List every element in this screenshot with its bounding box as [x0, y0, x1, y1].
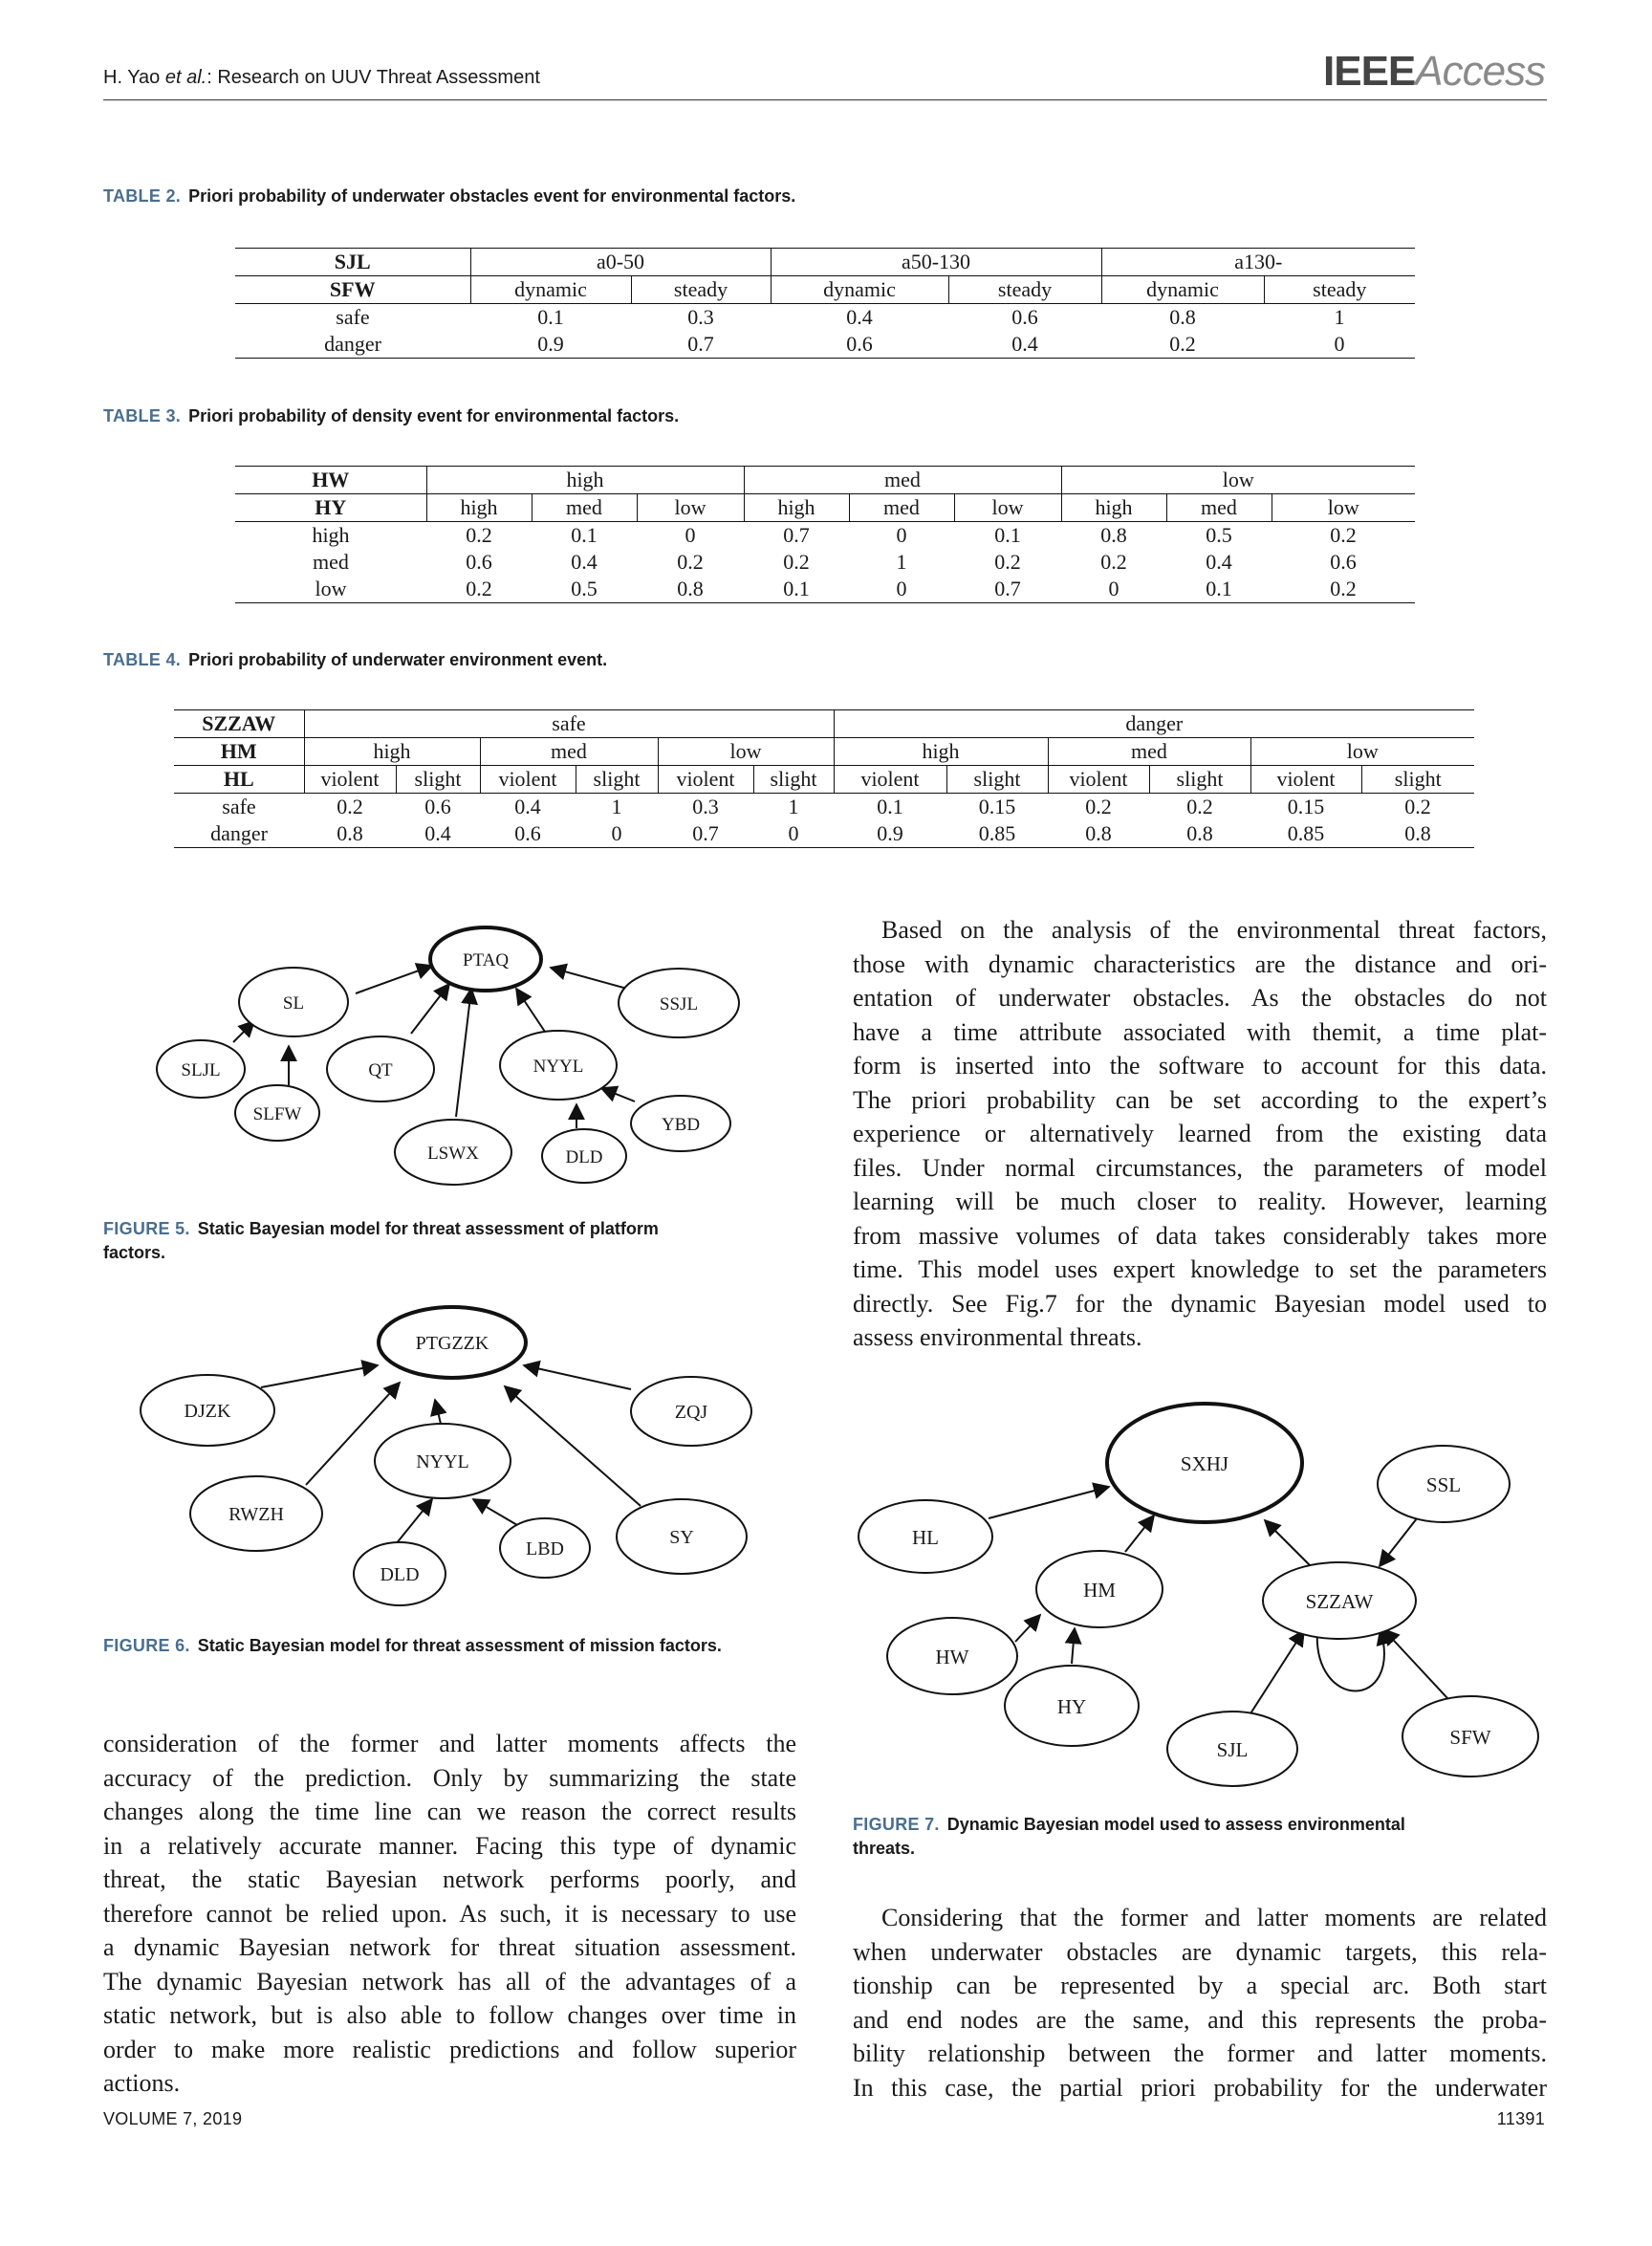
table-cell: low [1272, 494, 1415, 522]
text-line: In this case, the partial priori probability for the underwater [853, 2073, 1547, 2102]
figure7-caption [853, 1813, 1547, 1861]
table-cell: 0 [753, 820, 834, 848]
edge-sjl-szzaw [1246, 1630, 1304, 1721]
table-cell: med [1166, 494, 1272, 522]
table-cell: violent [658, 766, 753, 794]
table-cell: steady [631, 276, 771, 304]
text-line: assess environmental threats. [853, 1323, 1142, 1351]
text-line: Based on the analysis of the environmental threat factors, [881, 916, 1547, 944]
table-cell: 0.6 [1330, 550, 1357, 574]
table-cell: HY [235, 494, 426, 522]
footer-page-number: 11391 [1496, 2109, 1545, 2128]
table-cell: safe [235, 304, 470, 332]
text-line: changes along the time line can we reason the correct results [103, 1798, 796, 1825]
text-line: actions. [103, 2069, 181, 2097]
table-cell: low [658, 738, 834, 766]
label-ssl: SSL [1425, 1473, 1462, 1496]
table-cell: 0.2 [994, 550, 1021, 574]
table-cell: 0.8 [1361, 820, 1474, 848]
label-nyyl: NYYL [533, 1057, 584, 1077]
text-line: accuracy of the prediction. Only by summarizing the state [103, 1763, 796, 1792]
header-etal: et al. [164, 67, 207, 88]
label-dld: DLD [565, 1147, 603, 1167]
table-cell: 1 [576, 794, 658, 821]
figure5-label: FIGURE 5. [103, 1219, 190, 1238]
table-cell: 0 [849, 522, 954, 550]
table-cell: slight [1149, 766, 1250, 794]
table-cell: 0.85 [946, 820, 1048, 848]
table-cell: 0.15 [946, 794, 1048, 821]
text-line: The priori probability can be set according to the expert’s [853, 1085, 1547, 1114]
table-cell: 0.6 [396, 794, 480, 821]
table-cell: 0.7 [744, 522, 849, 550]
table-cell: high [744, 494, 849, 522]
paragraph-left-bottom [103, 1727, 796, 2101]
label-sl: SL [282, 993, 305, 1014]
label-hw: HW [935, 1646, 969, 1668]
table-cell: 0.8 [637, 576, 744, 603]
label-nyyl: NYYL [416, 1451, 469, 1472]
text-line: form is inserted into the software to account for this data. [853, 1052, 1547, 1079]
table-cell: slight [396, 766, 480, 794]
table-cell: 0.9 [834, 820, 946, 848]
label-ybd: YBD [661, 1115, 701, 1135]
edge-szzaw-sxhj [1265, 1520, 1313, 1568]
table-cell: violent [834, 766, 946, 794]
figure7-label: FIGURE 7. [853, 1815, 940, 1834]
table-cell: 0 [576, 820, 658, 848]
table-cell: 0.2 [1048, 794, 1149, 821]
table-cell: 0.2 [1272, 522, 1415, 550]
table-cell: 0.2 [1272, 576, 1415, 603]
label-hy: HY [1056, 1695, 1087, 1718]
table4-label: TABLE 4. [103, 650, 182, 669]
text-line: from massive volumes of data takes considerably takes more [853, 1221, 1547, 1250]
table-cell: 0.2 [1149, 794, 1250, 821]
label-hm: HM [1083, 1579, 1116, 1602]
label-sljl: SLJL [181, 1060, 221, 1080]
label-sxhj: SXHJ [1180, 1452, 1229, 1475]
label-lbd: LBD [526, 1538, 564, 1559]
table3-label: TABLE 3. [103, 406, 182, 425]
table-cell: med [744, 467, 1061, 494]
text-line: when underwater obstacles are dynamic targets, this rela- [853, 1937, 1547, 1966]
label-slfw: SLFW [252, 1104, 302, 1124]
text-line: threat, the static Bayesian network performs poorly, and [103, 1865, 796, 1893]
text-line: Considering that the former and latter moments are related [881, 1904, 1547, 1931]
text-line: entation of underwater obstacles. As the obstacles do not [853, 984, 1547, 1012]
table-cell: low [1061, 467, 1415, 494]
table-cell: 0.7 [631, 331, 771, 359]
table2-caption-text: Priori probability of underwater obstacles event for environmental factors. [188, 186, 796, 206]
table-cell: 0.6 [480, 820, 576, 848]
text-line: bility relationship between the former and latter moments. [853, 2039, 1547, 2067]
table-cell: 0.2 [304, 794, 396, 821]
header-title: : Research on UUV Threat Assessment [206, 67, 540, 88]
table-cell: high [1061, 494, 1166, 522]
footer-volume: VOLUME 7, 2019 [103, 2109, 243, 2128]
table-cell: steady [1264, 276, 1415, 304]
table-cell: 0.1 [1166, 576, 1272, 603]
table-cell: 0.5 [532, 576, 637, 603]
table-cell: 0.85 [1250, 820, 1361, 848]
label-qt: QT [368, 1060, 393, 1080]
table-cell: high [834, 738, 1048, 766]
table-cell: a0-50 [470, 249, 771, 276]
table-cell: high [235, 522, 426, 550]
figure6-label: FIGURE 6. [103, 1636, 190, 1655]
table-cell: 0.1 [834, 794, 946, 821]
label-ssjl: SSJL [659, 994, 699, 1014]
table-cell: 0.4 [571, 550, 598, 574]
table-cell: violent [1250, 766, 1361, 794]
table-cell: high [426, 467, 744, 494]
table-cell: dynamic [771, 276, 948, 304]
table-cell: 0.1 [744, 576, 849, 603]
table-cell: 0.2 [426, 576, 532, 603]
table-cell: 0.4 [948, 331, 1101, 359]
figure7-caption-line2: threats. [853, 1839, 916, 1858]
label-djzk: DJZK [184, 1401, 231, 1422]
table-cell: 0.2 [1361, 794, 1474, 821]
edge-hm-sxhj [1125, 1516, 1154, 1552]
table-cell: 0.8 [1149, 820, 1250, 848]
table-cell: med [313, 550, 349, 574]
table-cell: med [532, 494, 637, 522]
table-cell: 0 [1061, 576, 1166, 603]
text-line: learning will be much closer to reality. However, learning [853, 1188, 1547, 1215]
label-szzaw: SZZAW [1305, 1590, 1374, 1613]
text-line: a dynamic Bayesian network for threat situation assessment. [103, 1933, 796, 1961]
table-cell: high [426, 494, 532, 522]
table-cell: 0.2 [1100, 550, 1127, 574]
table-cell: high [304, 738, 480, 766]
table-cell: 0.15 [1250, 794, 1361, 821]
text-line: The dynamic Bayesian network has all of the advantages of a [103, 1967, 796, 1995]
table-cell: 0 [1264, 331, 1415, 359]
table-cell: safe [174, 794, 304, 821]
table-cell: 0.8 [304, 820, 396, 848]
table-cell: 0.3 [658, 794, 753, 821]
table-cell: 0.3 [631, 304, 771, 332]
text-line: experience or alternatively learned from the existing data [853, 1120, 1547, 1147]
table-cell: 0.4 [396, 820, 480, 848]
label-sjl: SJL [1216, 1738, 1249, 1761]
table-cell: safe [304, 710, 834, 738]
table-cell: med [849, 494, 954, 522]
header-authors: H. Yao [103, 67, 161, 88]
text-line: have a time attribute associated with themit, a time plat- [853, 1017, 1547, 1046]
table-cell: 0.4 [1206, 550, 1232, 574]
table-cell: 1 [896, 550, 907, 574]
table-cell: violent [304, 766, 396, 794]
table-cell: 0.1 [954, 522, 1061, 550]
table-cell: a130- [1101, 249, 1415, 276]
text-line: time. This model uses expert knowledge to set the parameters [853, 1255, 1547, 1283]
table3-caption-text: Priori probability of density event for environmental factors. [188, 406, 680, 425]
table-cell: med [1048, 738, 1250, 766]
edge-hl-sxhj [989, 1487, 1109, 1518]
table-cell: slight [1361, 766, 1474, 794]
table-cell: med [480, 738, 658, 766]
table-cell: a50-130 [771, 249, 1101, 276]
table-cell: 0 [637, 522, 744, 550]
table-cell: low [235, 576, 426, 603]
table-cell: 0.4 [771, 304, 948, 332]
table-cell: 0.4 [480, 794, 576, 821]
edge-ssl-szzaw [1380, 1514, 1421, 1566]
table-cell: violent [480, 766, 576, 794]
table-cell: 0.2 [426, 522, 532, 550]
table-cell: dynamic [1101, 276, 1264, 304]
figure7-caption-line1: Dynamic Bayesian model used to assess environmental [946, 1815, 1405, 1834]
table-cell: 0.7 [658, 820, 753, 848]
table-cell: 0.8 [1048, 820, 1149, 848]
label-ptgzzk: PTGZZK [415, 1333, 489, 1354]
table-cell: 0.1 [470, 304, 631, 332]
table-cell: slight [576, 766, 658, 794]
label-hl: HL [912, 1526, 939, 1549]
edge-hw-hm [1015, 1615, 1040, 1642]
text-line: therefore cannot be relied upon. As such, it is necessary to use [103, 1899, 796, 1928]
text-line: those with dynamic characteristics are the distance and ori- [853, 949, 1547, 978]
table-cell: SJL [235, 249, 470, 276]
table-cell: 0.5 [1166, 522, 1272, 550]
table-cell: 1 [1264, 304, 1415, 332]
label-sy: SY [669, 1527, 694, 1548]
logo-bold: IEEE [1323, 48, 1416, 95]
table-cell: 0.8 [1101, 304, 1264, 332]
table-cell: HL [174, 766, 304, 794]
label-rwzh: RWZH [228, 1504, 284, 1525]
figure5-caption-line1: Static Bayesian model for threat assessment of platform [197, 1219, 659, 1238]
figure5-caption-line2: factors. [103, 1243, 166, 1262]
table-cell: danger [235, 331, 470, 359]
text-line: and end nodes are the same, and this represents the proba- [853, 2005, 1547, 2034]
table-cell: 0 [849, 576, 954, 603]
edge-hy-hm [1072, 1628, 1075, 1664]
text-line: in a relatively accurate manner. Facing this type of dynamic [103, 1831, 796, 1860]
label-ptaq: PTAQ [462, 950, 510, 970]
table-cell: 1 [753, 794, 834, 821]
table-cell: 0.8 [1061, 522, 1166, 550]
table-cell: danger [834, 710, 1474, 738]
label-dld: DLD [380, 1564, 420, 1585]
table-cell: 0.6 [771, 331, 948, 359]
label-sfw: SFW [1449, 1726, 1491, 1749]
table-cell: slight [946, 766, 1048, 794]
figure6-caption-text: Static Bayesian model for threat assessment of mission factors. [197, 1636, 722, 1655]
table-cell: HM [174, 738, 304, 766]
label-lswx: LSWX [427, 1144, 479, 1164]
table2-label: TABLE 2. [103, 186, 182, 206]
table-cell: SZZAW [174, 710, 304, 738]
table-cell: HW [235, 467, 426, 494]
logo-light: Access [1415, 48, 1546, 95]
text-line: tionship can be represented by a special arc. Both start [853, 1972, 1547, 1999]
table-cell: low [954, 494, 1061, 522]
table-cell: 0.2 [1101, 331, 1264, 359]
table-cell: 0.2 [677, 550, 704, 574]
table-cell: 0.1 [532, 522, 637, 550]
table-cell: steady [948, 276, 1101, 304]
label-zqj: ZQJ [674, 1402, 708, 1423]
table-cell: 0.9 [470, 331, 631, 359]
table-cell: 0.2 [783, 550, 810, 574]
table-cell: danger [174, 820, 304, 848]
table-cell: low [637, 494, 744, 522]
table-cell: 0.6 [948, 304, 1101, 332]
table-cell: low [1250, 738, 1474, 766]
text-line: directly. See Fig.7 for the dynamic Bayesian model used to [853, 1289, 1547, 1318]
paragraph-right-bottom [853, 1901, 1547, 2104]
table-cell: SFW [235, 276, 470, 304]
table-cell: violent [1048, 766, 1149, 794]
text-line: consideration of the former and latter moments affects the [103, 1730, 796, 1757]
text-line: files. Under normal circumstances, the parameters of model [853, 1153, 1547, 1182]
table-cell: slight [753, 766, 834, 794]
text-line: order to make more realistic predictions and follow superior [103, 2035, 796, 2063]
table4-caption-text: Priori probability of underwater environment event. [188, 650, 608, 669]
text-line: static network, but is also able to follow changes over time in [103, 2001, 796, 2029]
table-cell: 0.6 [466, 550, 492, 574]
table-cell: dynamic [470, 276, 631, 304]
table-cell: 0.7 [954, 576, 1061, 603]
